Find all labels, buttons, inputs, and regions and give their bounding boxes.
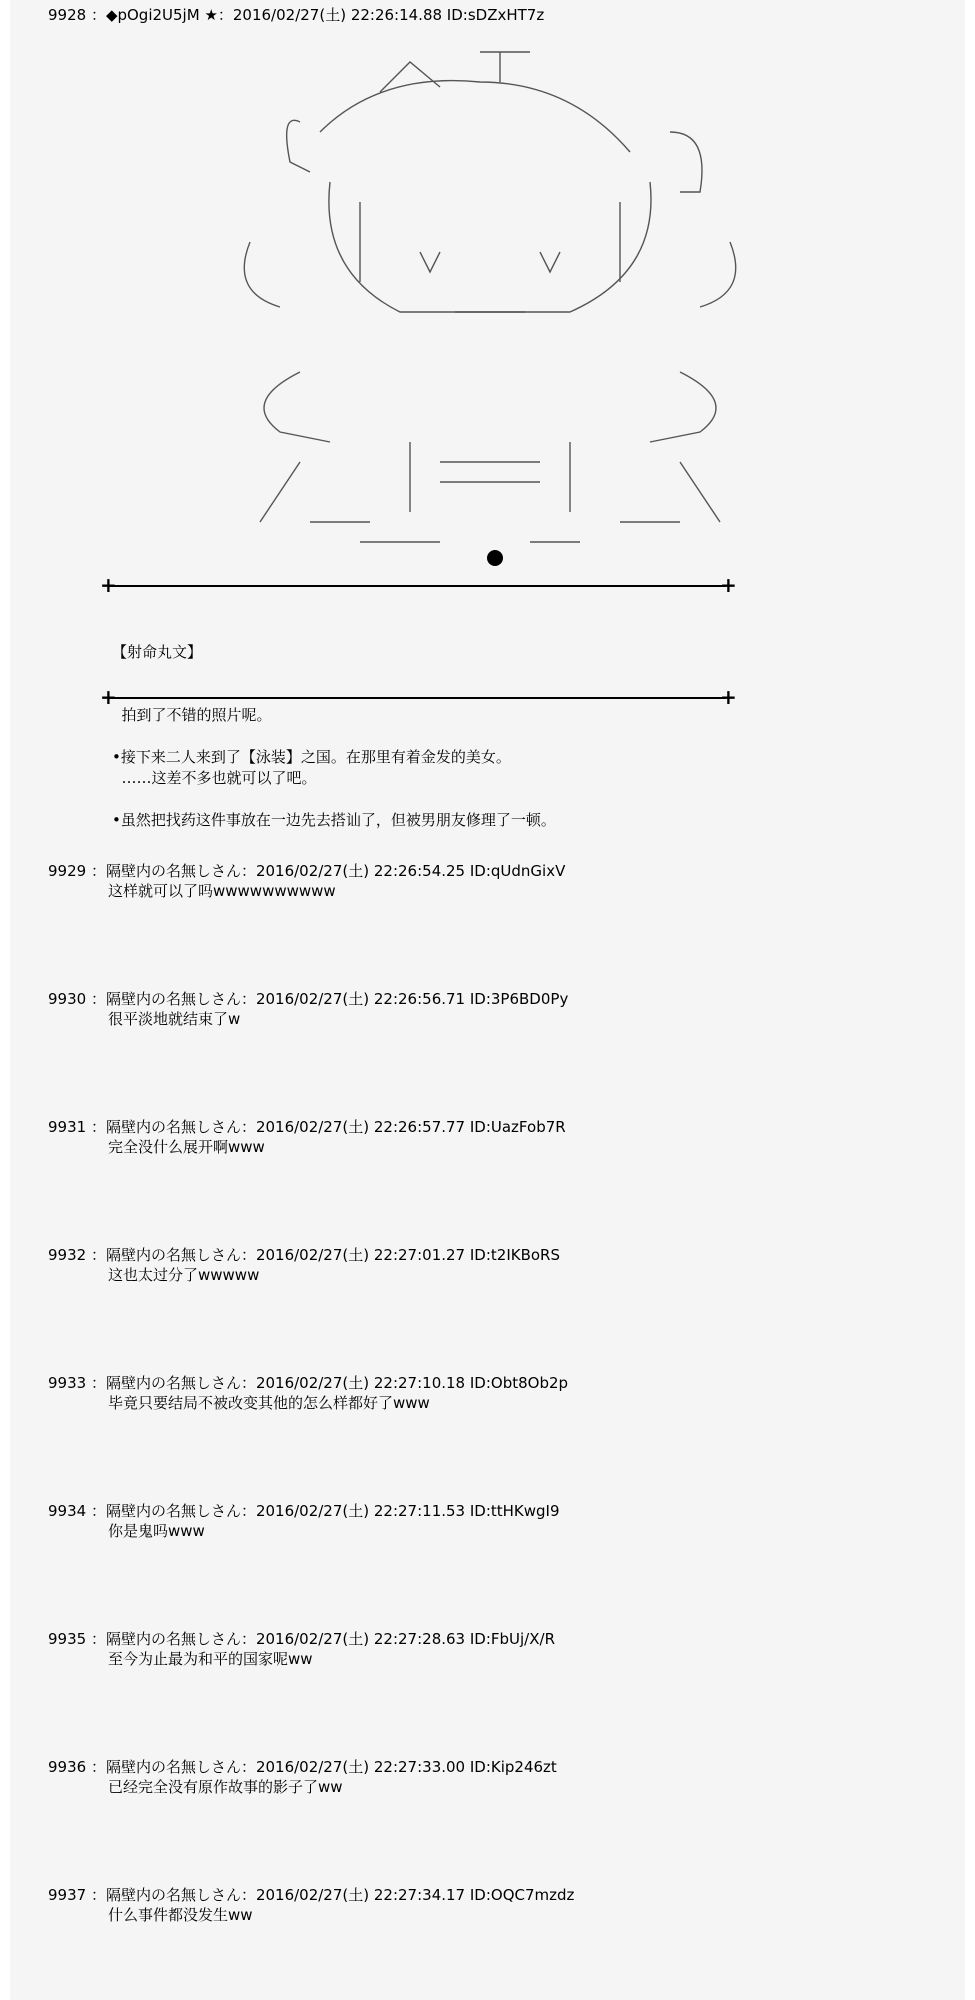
post-body: 已经完全没有原作故事的影子了ww bbox=[108, 1778, 343, 1796]
post-body: 这也太过分了wwwww bbox=[108, 1266, 260, 1284]
narration-block bbox=[112, 705, 556, 852]
post-header: 9935 ：隔壁内の名無しさん：2016/02/27(土) 22:27:28.63 ID:FbUj/X/R bbox=[48, 1630, 555, 1648]
cross-mark: + bbox=[100, 573, 117, 597]
post-body: 至今为止最为和平的国家呢ww bbox=[108, 1650, 313, 1668]
post-body: 你是鬼吗www bbox=[108, 1522, 205, 1540]
post-header: 9937 ：隔壁内の名無しさん：2016/02/27(土) 22:27:34.17 ID:OQC7mzdz bbox=[48, 1886, 575, 1904]
post-body: 完全没什么展开啊www bbox=[108, 1138, 265, 1156]
post-body: 什么事件都没发生ww bbox=[108, 1906, 253, 1924]
post-header: 9932 ：隔壁内の名無しさん：2016/02/27(土) 22:27:01.27 ID:t2IKBoRS bbox=[48, 1246, 560, 1264]
post-header: 9933 ：隔壁内の名無しさん：2016/02/27(土) 22:27:10.18 ID:Obt8Ob2p bbox=[48, 1374, 569, 1392]
post-body: 这样就可以了吗wwwwwwwwww bbox=[108, 882, 336, 900]
post-header-9928: 9928 ：◆pOgi2U5jM ★：2016/02/27(土) 22:26:14.88 ID:sDZxHT7z bbox=[48, 6, 545, 24]
narration-line: •虽然把找药这件事放在一边先去搭讪了，但被男朋友修理了一顿。 bbox=[112, 811, 556, 829]
post-header: 9936 ：隔壁内の名無しさん：2016/02/27(土) 22:27:33.00 ID:Kip246zt bbox=[48, 1758, 557, 1776]
post-header: 9931 ：隔壁内の名無しさん：2016/02/27(土) 22:26:57.77 ID:UazFob7R bbox=[48, 1118, 566, 1136]
cross-mark: + bbox=[100, 685, 117, 709]
speaker-name: 【射命丸文】 bbox=[112, 643, 203, 661]
post-header: 9930 ：隔壁内の名無しさん：2016/02/27(土) 22:26:56.71 ID:3P6BD0Py bbox=[48, 990, 569, 1008]
post-body: 很平淡地就结束了w bbox=[108, 1010, 241, 1028]
cross-mark: + bbox=[720, 573, 737, 597]
divider-line bbox=[108, 585, 726, 587]
dialogue-line: ……这差不多也就可以了吧。 bbox=[112, 769, 317, 787]
post-body: 毕竟只要结局不被改变其他的怎么样都好了www bbox=[108, 1394, 430, 1412]
narration-line: •接下来二人来到了【泳装】之国。在那里有着金发的美女。 bbox=[112, 748, 511, 766]
post-header: 9929 ：隔壁内の名無しさん：2016/02/27(土) 22:26:54.25 ID:qUdnGixV bbox=[48, 862, 566, 880]
post-header: 9934 ：隔壁内の名無しさん：2016/02/27(土) 22:27:11.53 ID:ttHKwgI9 bbox=[48, 1502, 560, 1520]
divider-line bbox=[108, 697, 726, 699]
cross-mark: + bbox=[720, 685, 737, 709]
ascii-art-illustration bbox=[240, 42, 740, 582]
dialogue-line: 拍到了不错的照片呢。 bbox=[112, 706, 272, 724]
